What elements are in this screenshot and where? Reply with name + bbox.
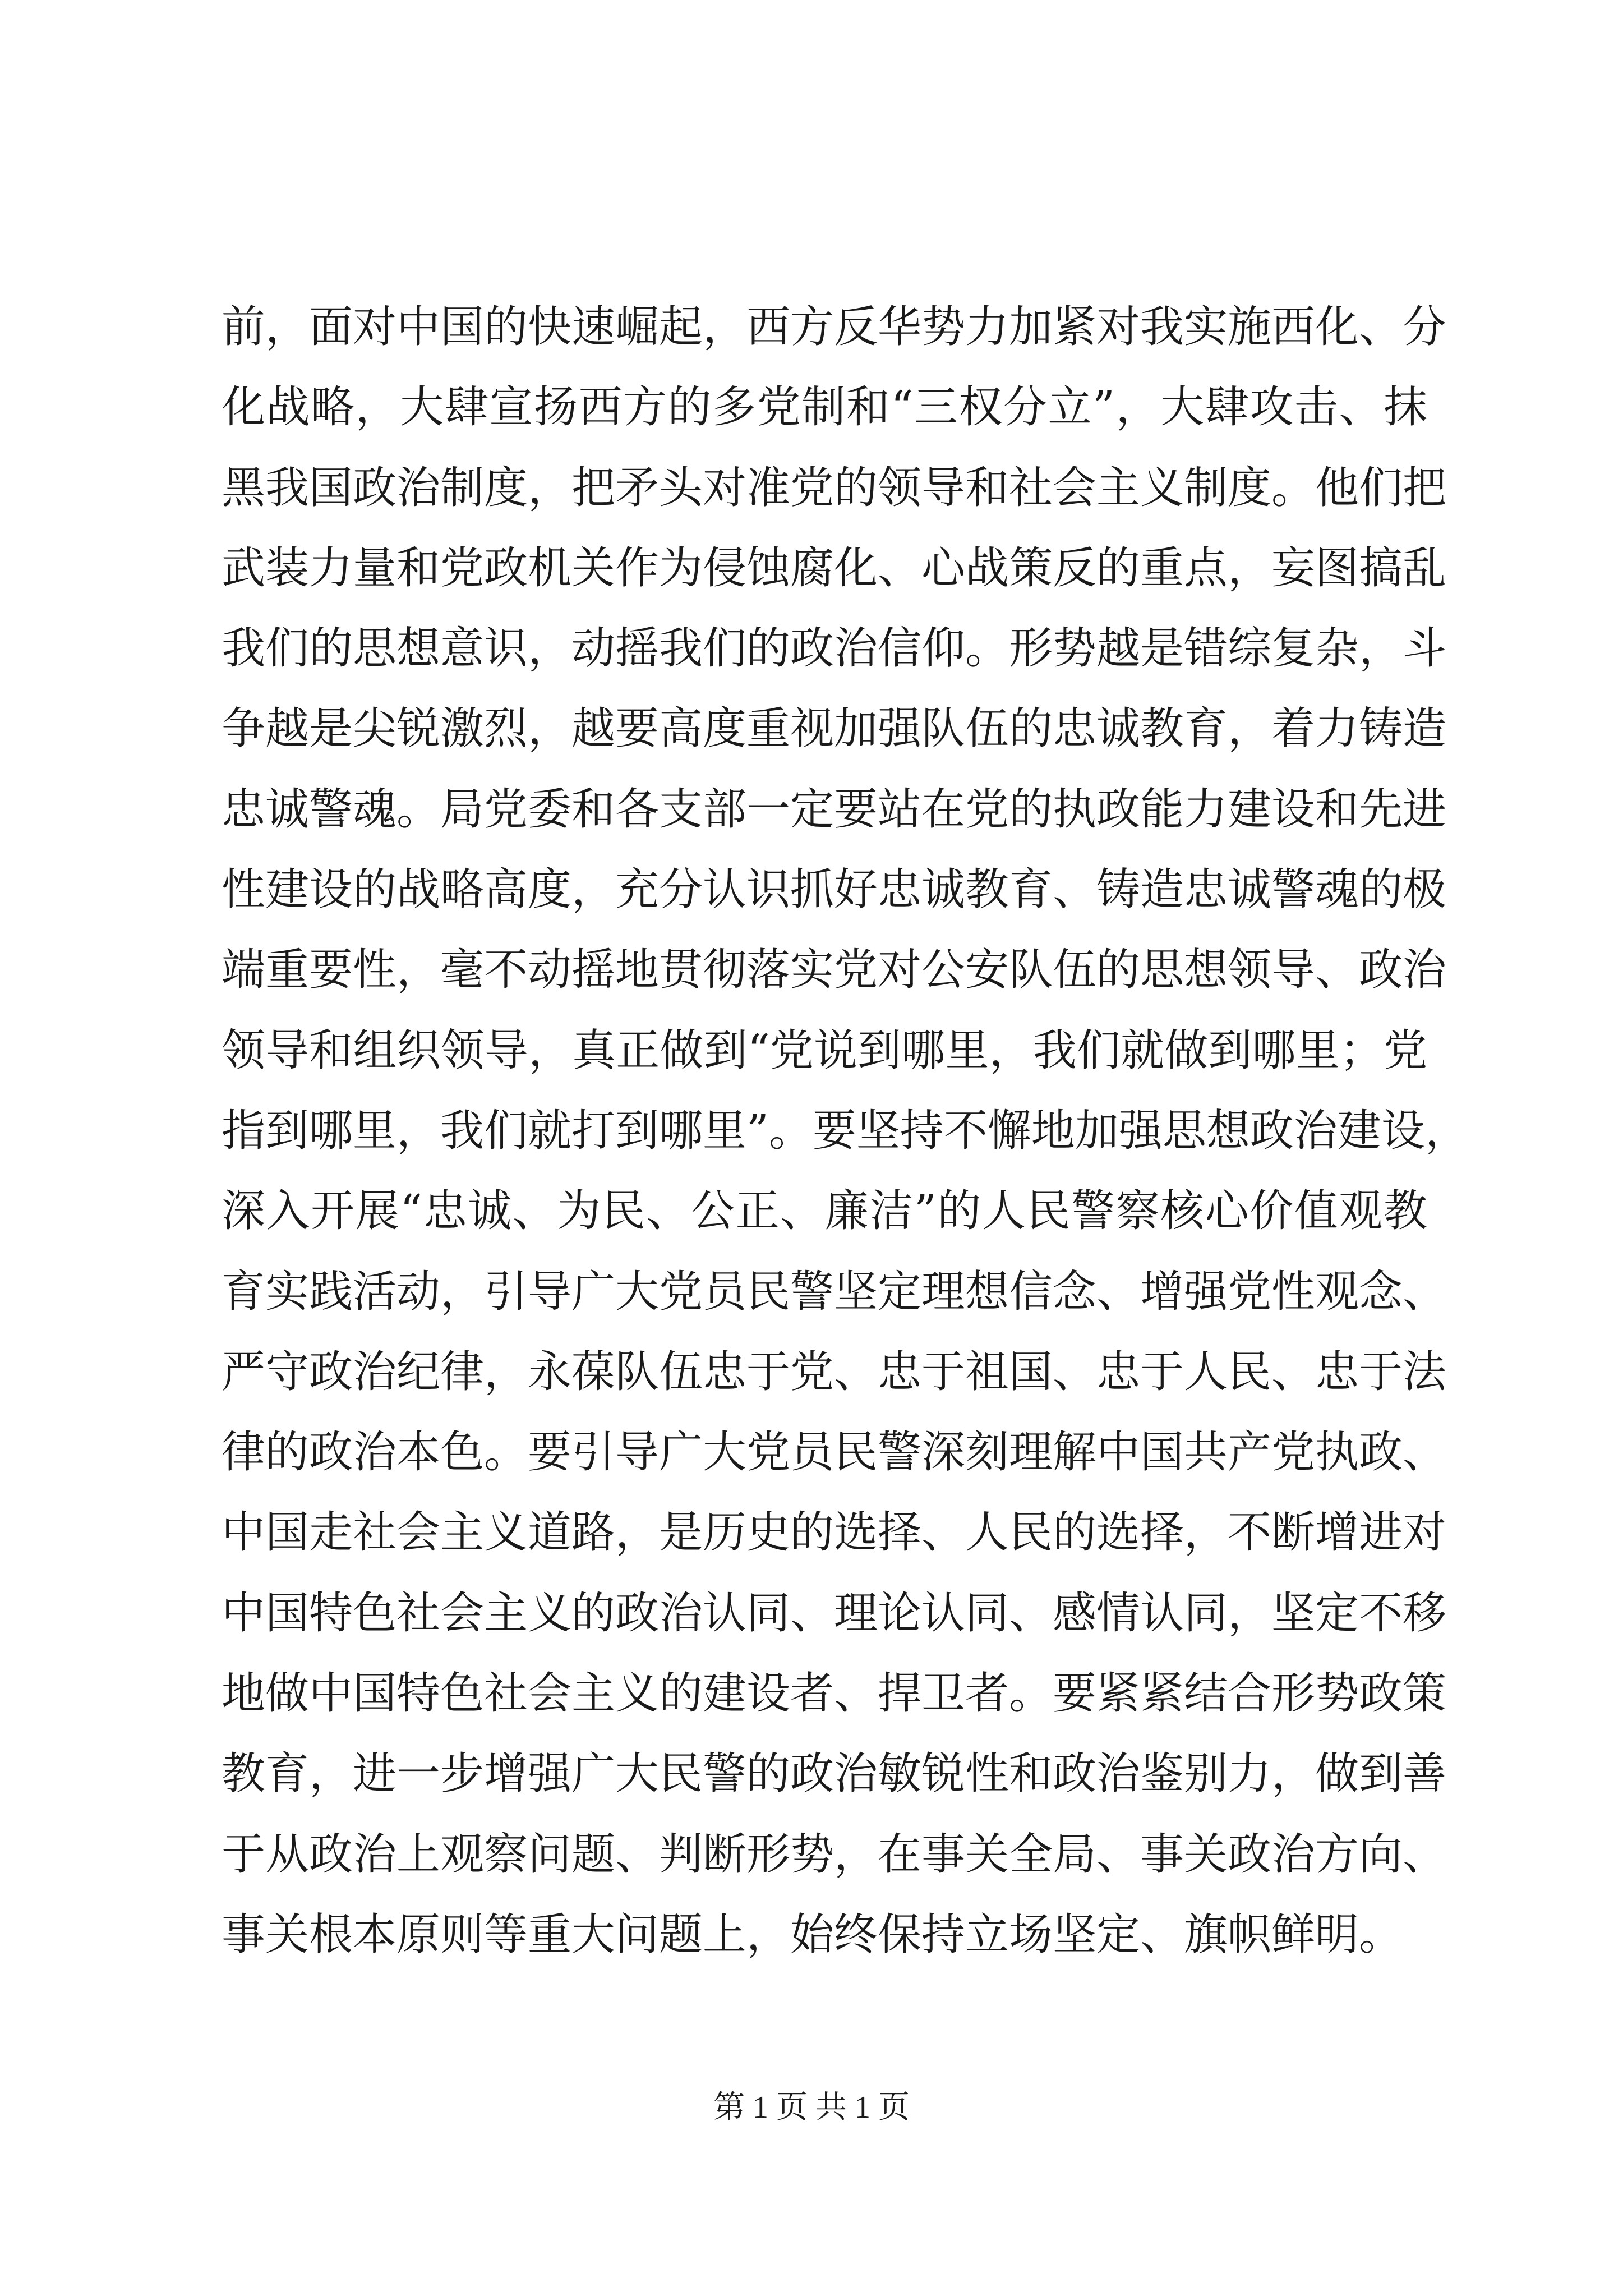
text-line: 深入开展“忠诚、为民、公正、廉洁”的人民警察核心价值观教 xyxy=(222,1186,1427,1237)
text-line: 武装力量和党政机关作为侵蚀腐化、心战策反的重点，妄图搞乱 xyxy=(222,542,1447,593)
text-line: 端重要性，毫不动摇地贯彻落实党对公安队伍的思想领导、政治 xyxy=(222,945,1447,996)
text-line: 我们的思想意识，动摇我们的政治信仰。形势越是错综复杂，斗 xyxy=(222,623,1447,674)
text-line: 领导和组织领导，真正做到“党说到哪里，我们就做到哪里；党 xyxy=(222,1025,1427,1076)
text-line: 中国走社会主义道路，是历史的选择、人民的选择，不断增进对 xyxy=(222,1507,1447,1558)
text-line: 忠诚警魂。局党委和各支部一定要站在党的执政能力建设和先进 xyxy=(222,784,1447,835)
text-line: 事关根本原则等重大问题上，始终保持立场坚定、旗帜鲜明。 xyxy=(222,1909,1403,1960)
page-footer: 第 1 页 共 1 页 xyxy=(713,2090,910,2125)
text-line: 于从政治上观察问题、判断形势，在事关全局、事关政治方向、 xyxy=(222,1829,1447,1880)
text-line: 指到哪里，我们就打到哪里”。要坚持不懈地加强思想政治建设， xyxy=(222,1105,1469,1156)
text-line: 严守政治纪律，永葆队伍忠于党、忠于祖国、忠于人民、忠于法 xyxy=(222,1346,1447,1397)
text-line: 性建设的战略高度，充分认识抓好忠诚教育、铸造忠诚警魂的极 xyxy=(222,864,1447,915)
text-line: 争越是尖锐激烈，越要高度重视加强队伍的忠诚教育，着力铸造 xyxy=(222,703,1447,754)
text-line: 地做中国特色社会主义的建设者、捍卫者。要紧紧结合形势政策 xyxy=(222,1668,1447,1719)
text-line: 化战略，大肆宣扬西方的多党制和“三权分立”，大肆攻击、抹 xyxy=(222,382,1427,433)
text-line: 律的政治本色。要引导广大党员民警深刻理解中国共产党执政、 xyxy=(222,1427,1447,1478)
text-line: 中国特色社会主义的政治认同、理论认同、感情认同，坚定不移 xyxy=(222,1588,1447,1639)
text-line: 育实践活动，引导广大党员民警坚定理想信念、增强党性观念、 xyxy=(222,1266,1447,1317)
text-line: 教育，进一步增强广大民警的政治敏锐性和政治鉴别力，做到善 xyxy=(222,1749,1447,1800)
body-paragraph xyxy=(222,287,1469,1975)
text-line: 黑我国政治制度，把矛头对准党的领导和社会主义制度。他们把 xyxy=(222,462,1447,513)
text-line: 前，面对中国的快速崛起，西方反华势力加紧对我实施西化、分 xyxy=(222,302,1447,352)
